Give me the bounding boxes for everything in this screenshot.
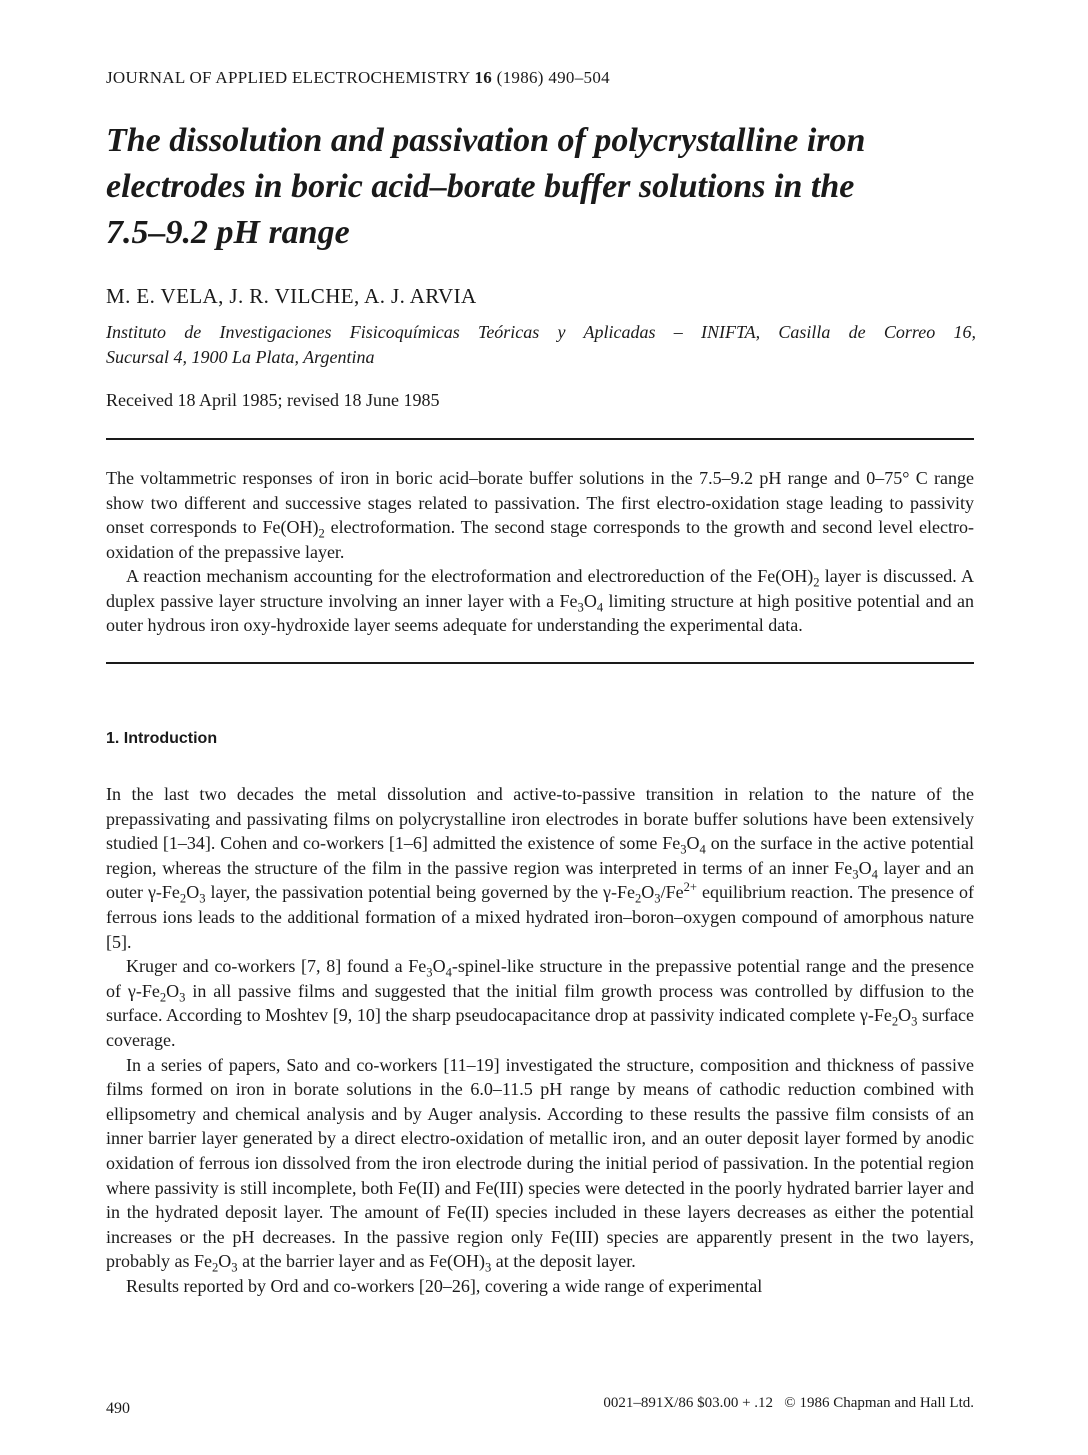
text-run: -spinel-like structure in the prepassive potential range and the presence of γ-Fe [106, 956, 974, 1001]
received-dates: Received 18 April 1985; revised 18 June 1985 [106, 390, 440, 410]
abstract-bottom-divider [106, 662, 974, 664]
subscript: 3 [426, 965, 433, 980]
subscript: 3 [654, 891, 661, 906]
abstract [106, 466, 974, 638]
body-text [106, 782, 974, 1298]
text-run: Kruger and co-workers [7, 8] found a Fe [126, 956, 427, 977]
subscript: 2 [211, 1260, 219, 1275]
subscript: 3 [199, 891, 206, 906]
subscript: 4 [699, 842, 706, 857]
footer-code: 0021–891X/86 $03.00 + .12 [603, 1395, 774, 1411]
text-run: The voltammetric responses of iron in boric acid–borate buffer solutions in the 7.5–9.2 pH range and 0–75° C range show two different and successive stages related to passivation. The first electro-oxidation stage leading to passivity onset corresponds to Fe(OH) [106, 468, 974, 537]
affiliation-line-1: Instituto de Investigaciones Fisicoquímicas Teóricas y Aplicadas – INIFTA, Casilla de Correo 16, [106, 322, 976, 342]
title-line-3: 7.5–9.2 pH range [106, 214, 350, 251]
subscript: 4 [596, 600, 604, 615]
subscript: 2 [635, 891, 642, 906]
subscript: 3 [231, 1260, 238, 1275]
text-run: surface coverage. [106, 1005, 974, 1050]
body-paragraph-4: Results reported by Ord and co-workers [20–26], covering a wide range of experimental [126, 1275, 763, 1296]
text-run: limiting structure at high positive potential and an outer hydrous iron oxy-hydroxide layer seems adequate for understanding the experimental data. [106, 590, 974, 635]
subscript: 2 [179, 891, 187, 906]
text-run: on the surface in the active potential region, whereas the structure of the film in the passive region was interpreted in terms of an inner Fe [106, 833, 974, 878]
affiliation-line-2: Sucursal 4, 1900 La Plata, Argentina [106, 347, 375, 367]
footer-copyright [520, 1395, 974, 1412]
body-paragraph-1: In the last two decades the metal dissolution and active-to-passive transition in relation to the nature of the prepassivating and passivating films on polycrystalline iron electrodes in borate buffer solutions have been extensively studied [1–34]. Cohen and co-workers [1–6] admitted the existence of some $Fe_3O_4$ on the surface in the active potential region, whereas the structure of the film in the passive region was interpreted in terms of an inner $Fe_3O_4$ layer and an outer $\gamma-Fe_2O_3$ layer, the passivation potential being governed by the $\gamma-Fe_2O_3/Fe^{2+}$ equilibrium reaction. The presence of ferrous ions leads to the additional formation of a mixed hydrated iron–boron–oxygen compound of amorphous nature [5]. [106, 784, 974, 952]
article-title [106, 118, 986, 256]
text-run: layer, the passivation potential being governed by the γ-Fe [205, 882, 635, 903]
author-list: M. E. VELA, J. R. VILCHE, A. J. ARVIA [106, 284, 477, 308]
journal-year-pages: (1986) 490–504 [496, 68, 610, 87]
abstract-paragraph-1 [106, 466, 974, 564]
subscript: 4 [445, 965, 452, 980]
subscript: 3 [852, 867, 859, 882]
superscript: 2+ [683, 880, 698, 895]
text-run: layer and an outer γ-Fe [106, 857, 974, 903]
subscript: 3 [680, 842, 687, 857]
text-run: layer is discussed. A duplex passive layer structure involving an inner layer with a Fe [106, 566, 974, 611]
subscript: 3 [484, 1260, 492, 1275]
journal-volume: 16 [474, 68, 493, 87]
section-heading: 1. Introduction [106, 730, 218, 747]
text-run: /Fe [660, 882, 684, 903]
journal-name: JOURNAL OF APPLIED ELECTROCHEMISTRY [106, 68, 470, 87]
affiliation [106, 320, 976, 370]
subscript: 2 [318, 526, 325, 541]
footer-publisher: © 1986 Chapman and Hall Ltd. [784, 1395, 974, 1411]
subscript: 2 [891, 1014, 899, 1029]
page-number: 490 [106, 1400, 130, 1417]
subscript: 4 [871, 867, 878, 882]
abstract-paragraph-2: A reaction mechanism accounting for the electroformation and electroreduction of the $Fe(OH)_2$ layer is discussed. A duplex passive layer structure involving an inner layer with a $Fe_3O_4$ limiting structure at high positive potential and an outer hydrous iron oxy-hydroxide layer seems adequate for understanding the experimental data. [106, 566, 974, 635]
text-run: electroformation. The second stage corresponds to the growth and second level electro-oxidation of the prepassive layer. [106, 517, 974, 562]
subscript: 3 [911, 1014, 918, 1029]
subscript: 3 [179, 990, 186, 1005]
text-run: equilibrium reaction. The presence of ferrous ions leads to the additional formation of a mixed hydrated iron–boron–oxygen compound of amorphous nature [5]. [106, 882, 974, 952]
subscript: 2 [159, 990, 167, 1005]
title-line-2: electrodes in boric acid–borate buffer solutions in the [106, 168, 855, 205]
text-run: at the deposit layer. [491, 1251, 636, 1272]
body-paragraph-3: In a series of papers, Sato and co-workers [11–19] investigated the structure, composition and thickness of passive films formed on iron in borate solutions in the 6.0–11.5 pH range by means of cathodic reduction combined with ellipsometry and chemical analysis and by Auger analysis. According to these results the passive film consists of an inner barrier layer generated by a direct electro-oxidation of metallic iron, and an outer deposit layer formed by anodic oxidation of ferrous ion dissolved from the iron electrode during the initial period of passivation. In the potential region where passivity is still incomplete, both Fe(II) and Fe(III) species were detected in the poorly hydrated barrier layer and in the hydrated deposit layer. The amount of Fe(II) species included in these layers decreases as either the potential increases or the pH decreases. In the passive region only Fe(III) species are apparently present in the two layers, probably as $Fe_2O_3$ at the barrier layer and as $Fe(OH)_3$ at the deposit layer. [106, 1054, 974, 1275]
title-line-1: The dissolution and passivation of polycrystalline iron [106, 122, 866, 159]
running-header [106, 68, 610, 88]
text-run: In the last two decades the metal dissolution and active-to-passive transition in relation to the nature of the prepassivating and passivating films on polycrystalline iron electrodes in borate buffer solutions have been extensively studied [1–34]. Cohen and co-workers [1–6] admitted the existence of some Fe [106, 784, 974, 854]
text-run: in all passive films and suggested that the initial film growth process was controlled by diffusion to the surface. According to Moshtev [9, 10] the sharp pseudocapacitance drop at passivity indicated complete γ-Fe [106, 980, 974, 1026]
text-run: In a series of papers, Sato and co-workers [11–19] investigated the structure, composition and thickness of passive films formed on iron in borate solutions in the 6.0–11.5 pH range by means of cathodic reduction combined with ellipsometry and chemical analysis and by Auger analysis. According to these results the passive film consists of an inner barrier layer generated by a direct electro-oxidation of metallic iron, and an outer deposit layer formed by anodic oxidation of ferrous ion dissolved from the iron electrode during the initial period of passivation. In the potential region where passivity is still incomplete, both Fe(II) and Fe(III) species were detected in the poorly hydrated barrier layer and in the hydrated deposit layer. The amount of Fe(II) species included in these layers decreases as either the potential increases or the pH decreases. In the passive region only Fe(III) species are apparently present in the two layers, probably as Fe [106, 1054, 974, 1272]
body-paragraph-2: Kruger and co-workers [7, 8] found a $Fe_3O_4-spinel$-like structure in the prepassive potential range and the presence of $\gamma-Fe_2O_3$ in all passive films and suggested that the initial film growth process was controlled by diffusion to the surface. According to Moshtev [9, 10] the sharp pseudocapacitance drop at passivity indicated complete $\gamma-Fe_2O_3$ surface coverage. [106, 956, 974, 1050]
subscript: 3 [577, 600, 584, 615]
text-run: A reaction mechanism accounting for the electroformation and electroreduction of the Fe(OH) [126, 566, 814, 586]
top-divider [106, 438, 974, 440]
subscript: 2 [813, 575, 820, 590]
text-run: at the barrier layer and as Fe(OH) [237, 1251, 485, 1272]
